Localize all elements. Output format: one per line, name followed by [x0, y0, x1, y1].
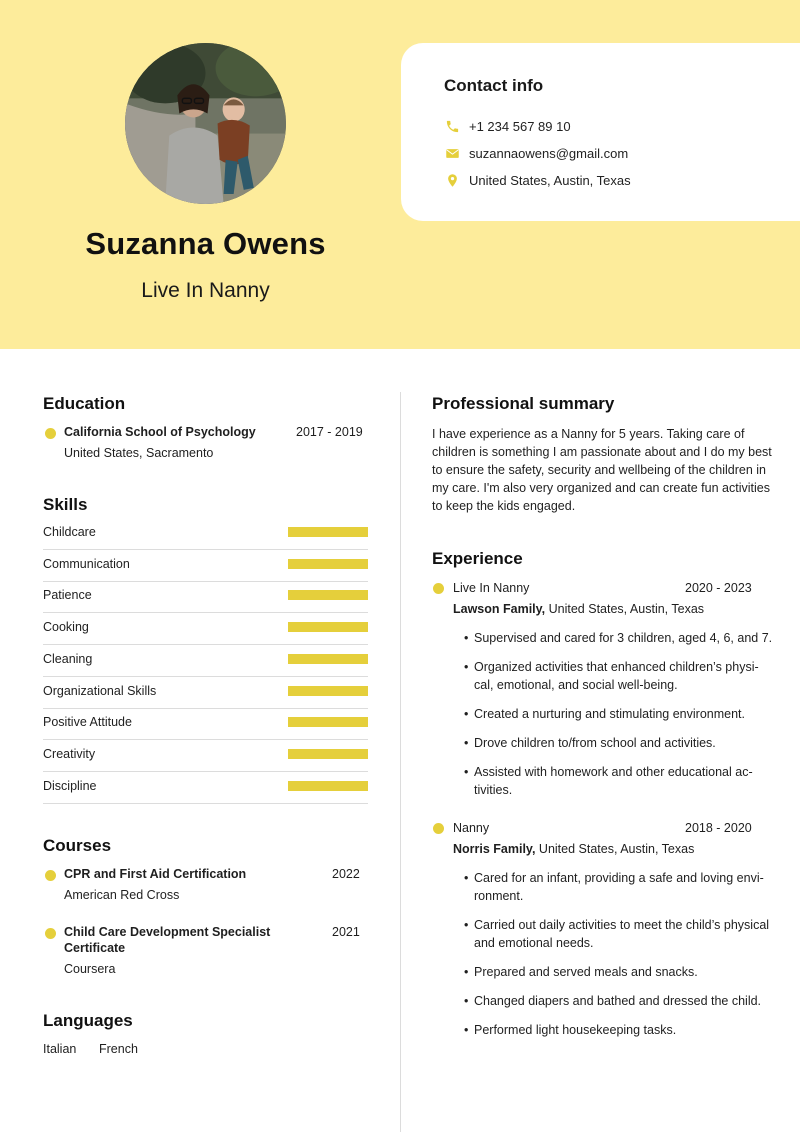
bullet-dot-icon: • — [464, 707, 469, 721]
job-bullet-text: Supervised and cared for 3 children, aged 4, 6, and 7. — [474, 631, 773, 645]
bullet-dot-icon: • — [464, 965, 469, 979]
skill-label: Organizational Skills — [43, 683, 157, 698]
skill-label: Discipline — [43, 778, 97, 793]
bullet-dot-icon: • — [464, 1023, 469, 1037]
skill-level-bar — [288, 749, 368, 759]
skill-level-fill — [288, 717, 368, 727]
skill-level-bar — [288, 781, 368, 791]
job-bullet-text: Organized activities that enhanced children’s physi- cal, emotional, and social well-being. — [474, 660, 759, 692]
skill-level-bar — [288, 654, 368, 664]
job-bullet-item — [464, 705, 774, 723]
education-title: Education — [43, 394, 126, 413]
education-location: United States, Sacramento — [64, 446, 214, 460]
skill-row — [43, 772, 368, 804]
job-location: United States, Austin, Texas — [545, 602, 705, 616]
summary-text: I have experience as a Nanny for 5 years. Taking care of children is something I am passionate about and I do my best to ensure the safety, security and wellbeing of the children in my care. I'm also very organized and can create fun activities to keep the kids engaged. — [432, 427, 772, 513]
profile-photo — [125, 43, 286, 204]
skill-row — [43, 518, 368, 550]
skill-row — [43, 740, 368, 772]
skill-level-fill — [288, 781, 368, 791]
job-bullet-text: Carried out daily activities to meet the child’s physical and emotional needs. — [474, 918, 770, 950]
email-icon — [444, 145, 460, 161]
skill-level-bar — [288, 717, 368, 727]
job-bullet-text: Drove children to/from school and activities. — [474, 736, 716, 750]
skill-row — [43, 677, 368, 709]
bullet-dot-icon: • — [464, 918, 469, 932]
column-divider — [400, 392, 401, 1132]
skill-row — [43, 613, 368, 645]
candidate-name: Suzanna Owens — [85, 226, 326, 261]
skill-label: Cleaning — [43, 651, 93, 666]
course-year: 2021 — [332, 925, 360, 939]
course-bullet — [45, 870, 56, 881]
language-item: Italian — [43, 1042, 77, 1056]
courses-title: Courses — [43, 836, 112, 855]
course-name-line2: Certificate — [64, 941, 126, 955]
course-name-line1: Child Care Development Specialist — [64, 925, 271, 939]
bullet-dot-icon: • — [464, 765, 469, 779]
skill-level-bar — [288, 622, 368, 632]
location-text: United States, Austin, Texas — [469, 172, 631, 188]
skill-row — [43, 708, 368, 740]
job-years: 2018 - 2020 — [685, 821, 752, 835]
skill-level-fill — [288, 590, 368, 600]
job-bullet-item — [464, 734, 774, 752]
job-role: Nanny — [453, 821, 490, 835]
location-pin-icon — [444, 172, 460, 188]
skill-label: Creativity — [43, 746, 96, 761]
phone-text: +1 234 567 89 10 — [469, 118, 571, 134]
job-bullet-text: Cared for an infant, providing a safe and loving envi- ronment. — [474, 871, 764, 903]
skill-level-bar — [288, 590, 368, 600]
skill-level-fill — [288, 749, 368, 759]
job-bullet-item — [464, 629, 774, 647]
skill-label: Communication — [43, 556, 130, 571]
skill-row — [43, 550, 368, 582]
skill-level-fill — [288, 654, 368, 664]
languages-title: Languages — [43, 1011, 133, 1030]
skill-row — [43, 581, 368, 613]
job-bullet-item — [464, 963, 774, 981]
skills-title: Skills — [43, 495, 88, 514]
job-bullet-text: Created a nurturing and stimulating environment. — [474, 707, 745, 721]
bullet-dot-icon: • — [464, 660, 469, 674]
experience-title: Experience — [432, 549, 523, 568]
skill-label: Patience — [43, 588, 92, 603]
job-bullet-item — [464, 869, 774, 905]
contact-email[interactable] — [444, 145, 628, 161]
job-role: Live In Nanny — [453, 581, 530, 595]
course-bullet — [45, 928, 56, 939]
candidate-title: Live In Nanny — [141, 279, 270, 302]
summary-title: Professional summary — [432, 394, 615, 413]
job-bullet-text: Performed light housekeeping tasks. — [474, 1023, 677, 1037]
education-years: 2017 - 2019 — [296, 425, 363, 439]
contact-location — [444, 172, 631, 188]
job-employer: Norris Family, — [453, 842, 536, 856]
skill-level-fill — [288, 686, 368, 696]
course-provider: American Red Cross — [64, 888, 180, 902]
job-bullet — [433, 823, 444, 834]
contact-phone[interactable] — [444, 118, 571, 134]
course-year: 2022 — [332, 867, 360, 881]
job-bullet-item — [464, 658, 774, 694]
job-employer-line — [453, 842, 694, 856]
skill-level-bar — [288, 559, 368, 569]
email-text: suzannaowens@gmail.com — [469, 145, 629, 161]
header-banner — [0, 0, 800, 349]
skill-label: Positive Attitude — [43, 715, 132, 730]
skill-level-fill — [288, 527, 368, 537]
job-bullet-text: Changed diapers and bathed and dressed the child. — [474, 994, 762, 1008]
course-name: CPR and First Aid Certification — [64, 867, 247, 881]
job-employer: Lawson Family, — [453, 602, 546, 616]
job-bullet-text: Assisted with homework and other educational ac- tivities. — [474, 765, 753, 797]
bullet-dot-icon: • — [464, 631, 469, 645]
job-location: United States, Austin, Texas — [535, 842, 695, 856]
job-years: 2020 - 2023 — [685, 581, 752, 595]
job-bullet — [433, 583, 444, 594]
skill-label: Childcare — [43, 525, 96, 539]
skill-level-fill — [288, 559, 368, 569]
job-bullet-item — [464, 1021, 774, 1039]
skill-level-fill — [288, 622, 368, 632]
skill-label: Cooking — [43, 620, 89, 635]
education-school: California School of Psychology — [64, 425, 256, 439]
job-bullet-text: Prepared and served meals and snacks. — [474, 965, 698, 979]
job-bullet-item — [464, 992, 774, 1010]
phone-icon — [444, 118, 460, 134]
contact-title: Contact info — [444, 76, 544, 95]
skill-level-bar — [288, 527, 368, 537]
bullet-dot-icon: • — [464, 736, 469, 750]
bullet-dot-icon: • — [464, 994, 469, 1008]
skill-row — [43, 645, 368, 677]
course-provider: Coursera — [64, 962, 116, 976]
contact-card — [401, 43, 800, 221]
job-bullet-item — [464, 763, 774, 799]
education-bullet — [45, 428, 56, 439]
job-employer-line — [453, 602, 704, 616]
bullet-dot-icon: • — [464, 871, 469, 885]
job-bullet-item — [464, 916, 774, 952]
language-item: French — [99, 1042, 138, 1056]
skill-level-bar — [288, 686, 368, 696]
